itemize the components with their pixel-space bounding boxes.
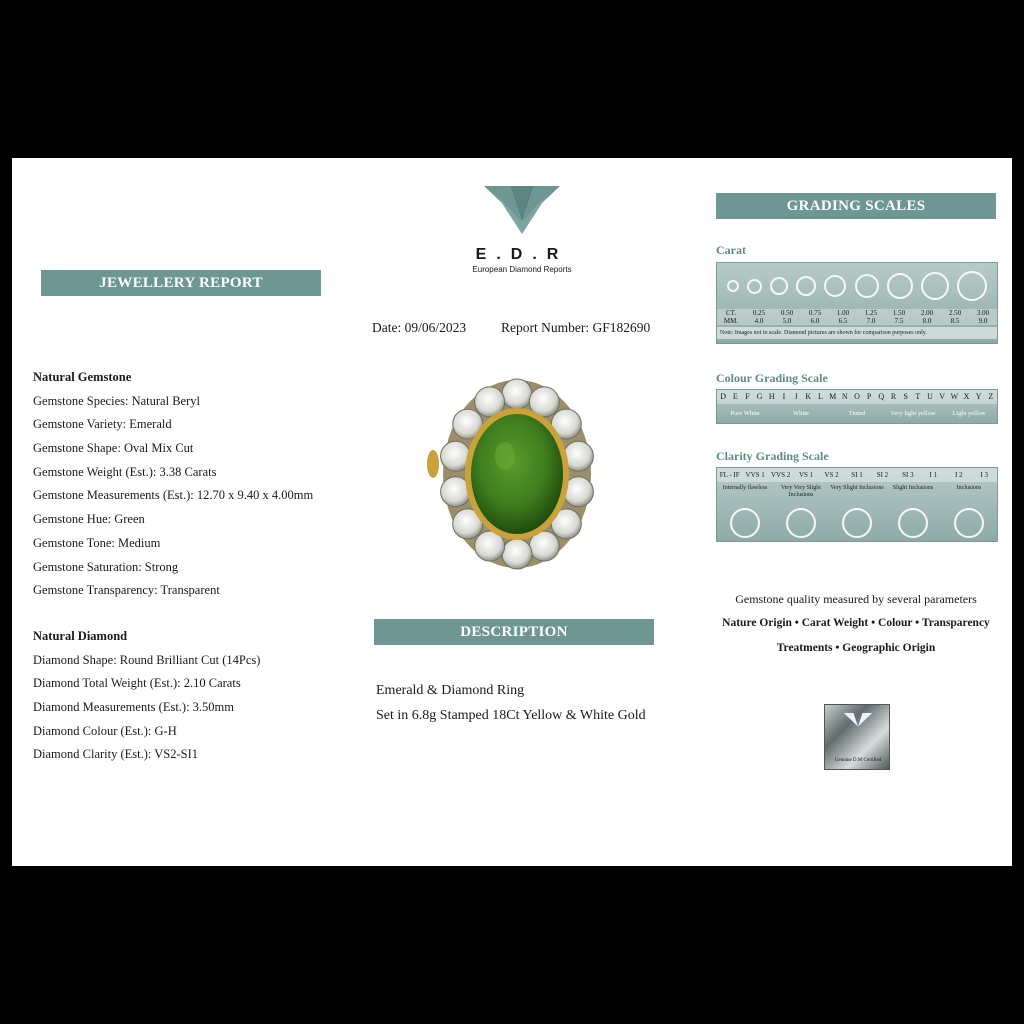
carat-diamonds bbox=[717, 263, 997, 309]
carat-mm-cell: 4.0 bbox=[754, 317, 764, 325]
carat-mm-row bbox=[717, 317, 997, 325]
diamond-icon bbox=[957, 271, 987, 301]
diamond-icon bbox=[842, 508, 872, 538]
gemstone-row: Gemstone Saturation: Strong bbox=[33, 559, 179, 574]
carat-mm-cell: MM. bbox=[723, 317, 739, 325]
edr-logo-icon bbox=[482, 184, 562, 236]
colour-letter: H bbox=[768, 392, 775, 401]
description-header: DESCRIPTION bbox=[374, 619, 654, 645]
details-column bbox=[33, 366, 353, 767]
gemstone-heading: Natural Gemstone bbox=[33, 370, 132, 384]
colour-letter: X bbox=[963, 392, 970, 401]
colour-letter: U bbox=[927, 392, 933, 401]
carat-ct-cell: 1.00 bbox=[836, 309, 850, 317]
colour-letter: K bbox=[805, 392, 812, 401]
colour-label: Tinted bbox=[848, 410, 866, 417]
carat-ct-cell: 0.25 bbox=[752, 309, 766, 317]
hologram-text: Genuine D.M Certified bbox=[834, 758, 882, 763]
quality-line-1: Nature Origin • Carat Weight • Colour • Transparency bbox=[722, 617, 990, 629]
colour-scale bbox=[716, 389, 998, 424]
diamond-icon bbox=[796, 276, 816, 296]
diamond-icon bbox=[954, 508, 984, 538]
hologram-seal bbox=[824, 704, 890, 770]
colour-letter: O bbox=[854, 392, 860, 401]
clarity-title: Clarity Grading Scale bbox=[716, 449, 829, 463]
diamond-row: Diamond Shape: Round Brilliant Cut (14Pcs) bbox=[33, 652, 261, 667]
diamond-row: Diamond Clarity (Est.): VS2-SI1 bbox=[33, 747, 199, 762]
gemstone-row: Gemstone Shape: Oval Mix Cut bbox=[33, 441, 194, 456]
clarity-grade: VVS 2 bbox=[771, 471, 791, 479]
clarity-grade: SI 3 bbox=[902, 471, 914, 479]
carat-scale bbox=[716, 262, 998, 344]
quality-line-2: Treatments • Geographic Origin bbox=[776, 642, 936, 654]
clarity-grade: FL - IF bbox=[719, 471, 740, 479]
colour-label: Pure White bbox=[730, 410, 760, 417]
colour-label: White bbox=[793, 410, 809, 417]
report-card bbox=[12, 158, 1012, 866]
clarity-grade: I 3 bbox=[980, 471, 989, 479]
colour-letter: J bbox=[794, 392, 798, 401]
gemstone-row: Gemstone Hue: Green bbox=[33, 512, 145, 527]
halo-diamond bbox=[502, 379, 532, 409]
diamond-icon bbox=[898, 508, 928, 538]
gemstone-row: Gemstone Species: Natural Beryl bbox=[33, 393, 200, 408]
carat-ct-cell: CT. bbox=[725, 309, 737, 317]
colour-letter: F bbox=[745, 392, 750, 401]
colour-letter: E bbox=[732, 392, 738, 401]
diamond-row: Diamond Measurements (Est.): 3.50mm bbox=[33, 699, 235, 714]
colour-letter: V bbox=[939, 392, 946, 401]
gemstone-row: Gemstone Weight (Est.): 3.38 Carats bbox=[33, 464, 217, 479]
diamond-heading: Natural Diamond bbox=[33, 628, 128, 643]
colour-letter: Z bbox=[988, 392, 994, 401]
carat-ct-cell: 2.00 bbox=[920, 309, 934, 317]
colour-letter: I bbox=[782, 392, 786, 401]
clarity-diamonds bbox=[717, 504, 997, 542]
diamond-row: Diamond Total Weight (Est.): 2.10 Carats bbox=[33, 676, 241, 691]
colour-letter: Y bbox=[975, 392, 982, 401]
colour-letter: L bbox=[818, 392, 823, 401]
diamond-icon bbox=[770, 277, 788, 295]
colour-letter: M bbox=[829, 392, 837, 401]
colour-letter: T bbox=[915, 392, 921, 401]
diamond-icon bbox=[747, 279, 762, 294]
clarity-grade: SI 1 bbox=[851, 471, 863, 479]
carat-ct-cell: 2.50 bbox=[948, 309, 962, 317]
ring-image bbox=[427, 374, 607, 574]
gemstone-row: Gemstone Variety: Emerald bbox=[33, 417, 172, 432]
clarity-grade: I 1 bbox=[929, 471, 938, 479]
carat-mm-cell: 8.5 bbox=[950, 317, 960, 325]
diamond-icon bbox=[730, 508, 760, 538]
colour-letter: Q bbox=[878, 392, 885, 401]
carat-ct-row bbox=[717, 309, 997, 317]
clarity-grades bbox=[717, 468, 997, 482]
logo-wordmark bbox=[462, 246, 582, 274]
gemstone-row: Gemstone Transparency: Transparent bbox=[33, 583, 220, 598]
colour-letter: D bbox=[720, 392, 726, 401]
report-date: Date: 09/06/2023 bbox=[372, 320, 467, 335]
colour-label: Very light yellow bbox=[890, 410, 936, 417]
diamond-row: Diamond Colour (Est.): G-H bbox=[33, 723, 177, 738]
diamond-icon bbox=[824, 275, 846, 297]
colour-letters bbox=[717, 390, 997, 404]
colour-letter: R bbox=[890, 392, 897, 401]
gemstone-row: Gemstone Tone: Medium bbox=[33, 535, 161, 550]
carat-note: Note: Images not to scale. Diamond pictures are shown for comparison purposes only. bbox=[717, 327, 997, 339]
clarity-grade: VS 2 bbox=[824, 471, 839, 479]
clarity-scale bbox=[716, 467, 998, 542]
colour-letter: W bbox=[950, 392, 959, 401]
carat-mm-cell: 6.5 bbox=[838, 317, 848, 325]
logo-tagline: European Diamond Reports bbox=[472, 265, 572, 274]
clarity-label: Very Very Slight Inclusions bbox=[781, 485, 821, 498]
carat-ct-cell: 0.50 bbox=[780, 309, 794, 317]
carat-ct-cell: 1.25 bbox=[864, 309, 878, 317]
colour-letter: G bbox=[756, 392, 763, 401]
edr-logo-icon bbox=[843, 711, 873, 733]
diamond-icon bbox=[727, 280, 739, 292]
carat-mm-cell: 5.0 bbox=[782, 317, 792, 325]
colour-title: Colour Grading Scale bbox=[716, 371, 828, 385]
halo-diamond bbox=[502, 539, 532, 569]
logo-letters: E.D.R bbox=[475, 246, 569, 263]
clarity-label: Very Slight Inclusions bbox=[830, 485, 884, 491]
carat-ct-cell: 3.00 bbox=[976, 309, 990, 317]
diamond-icon bbox=[921, 272, 949, 300]
clarity-grade: SI 2 bbox=[876, 471, 889, 479]
carat-mm-cell: 6.0 bbox=[810, 317, 820, 325]
clarity-grade: VS 1 bbox=[798, 471, 814, 479]
carat-mm-cell: 8.0 bbox=[922, 317, 932, 325]
description-line-2: Set in 6.8g Stamped 18Ct Yellow & White Gold bbox=[376, 708, 646, 723]
clarity-label: Slight Inclusions bbox=[892, 485, 934, 491]
diamond-icon bbox=[887, 273, 913, 299]
carat-title: Carat bbox=[716, 243, 746, 257]
clarity-label: Inclusions bbox=[956, 485, 982, 491]
jewellery-report-header: JEWELLERY REPORT bbox=[41, 270, 321, 296]
carat-mm-cell: 7.0 bbox=[866, 317, 876, 325]
report-number: Report Number: GF182690 bbox=[501, 320, 651, 335]
carat-mm-cell: 7.5 bbox=[894, 317, 904, 325]
colour-letter: S bbox=[903, 392, 908, 401]
clarity-grade: I 2 bbox=[955, 471, 963, 479]
gemstone-row: Gemstone Measurements (Est.): 12.70 x 9.40 x 4.00mm bbox=[33, 488, 314, 503]
colour-label: Light yellow bbox=[952, 410, 986, 417]
description-line-1: Emerald & Diamond Ring bbox=[376, 683, 525, 698]
colour-letter: P bbox=[866, 392, 872, 401]
colour-letter: N bbox=[841, 392, 848, 401]
grading-scales-header: GRADING SCALES bbox=[716, 193, 996, 219]
colour-labels bbox=[717, 404, 997, 423]
diamond-icon bbox=[786, 508, 816, 538]
carat-ct-cell: 0.75 bbox=[808, 309, 822, 317]
clarity-labels bbox=[717, 482, 997, 504]
carat-ct-cell: 1.50 bbox=[892, 309, 906, 317]
clarity-grade: VVS 1 bbox=[745, 471, 765, 479]
clarity-label: Internally flawless bbox=[722, 485, 768, 491]
quality-intro: Gemstone quality measured by several parameters bbox=[735, 592, 977, 606]
carat-mm-cell: 9.0 bbox=[978, 317, 988, 325]
diamond-icon bbox=[855, 274, 879, 298]
